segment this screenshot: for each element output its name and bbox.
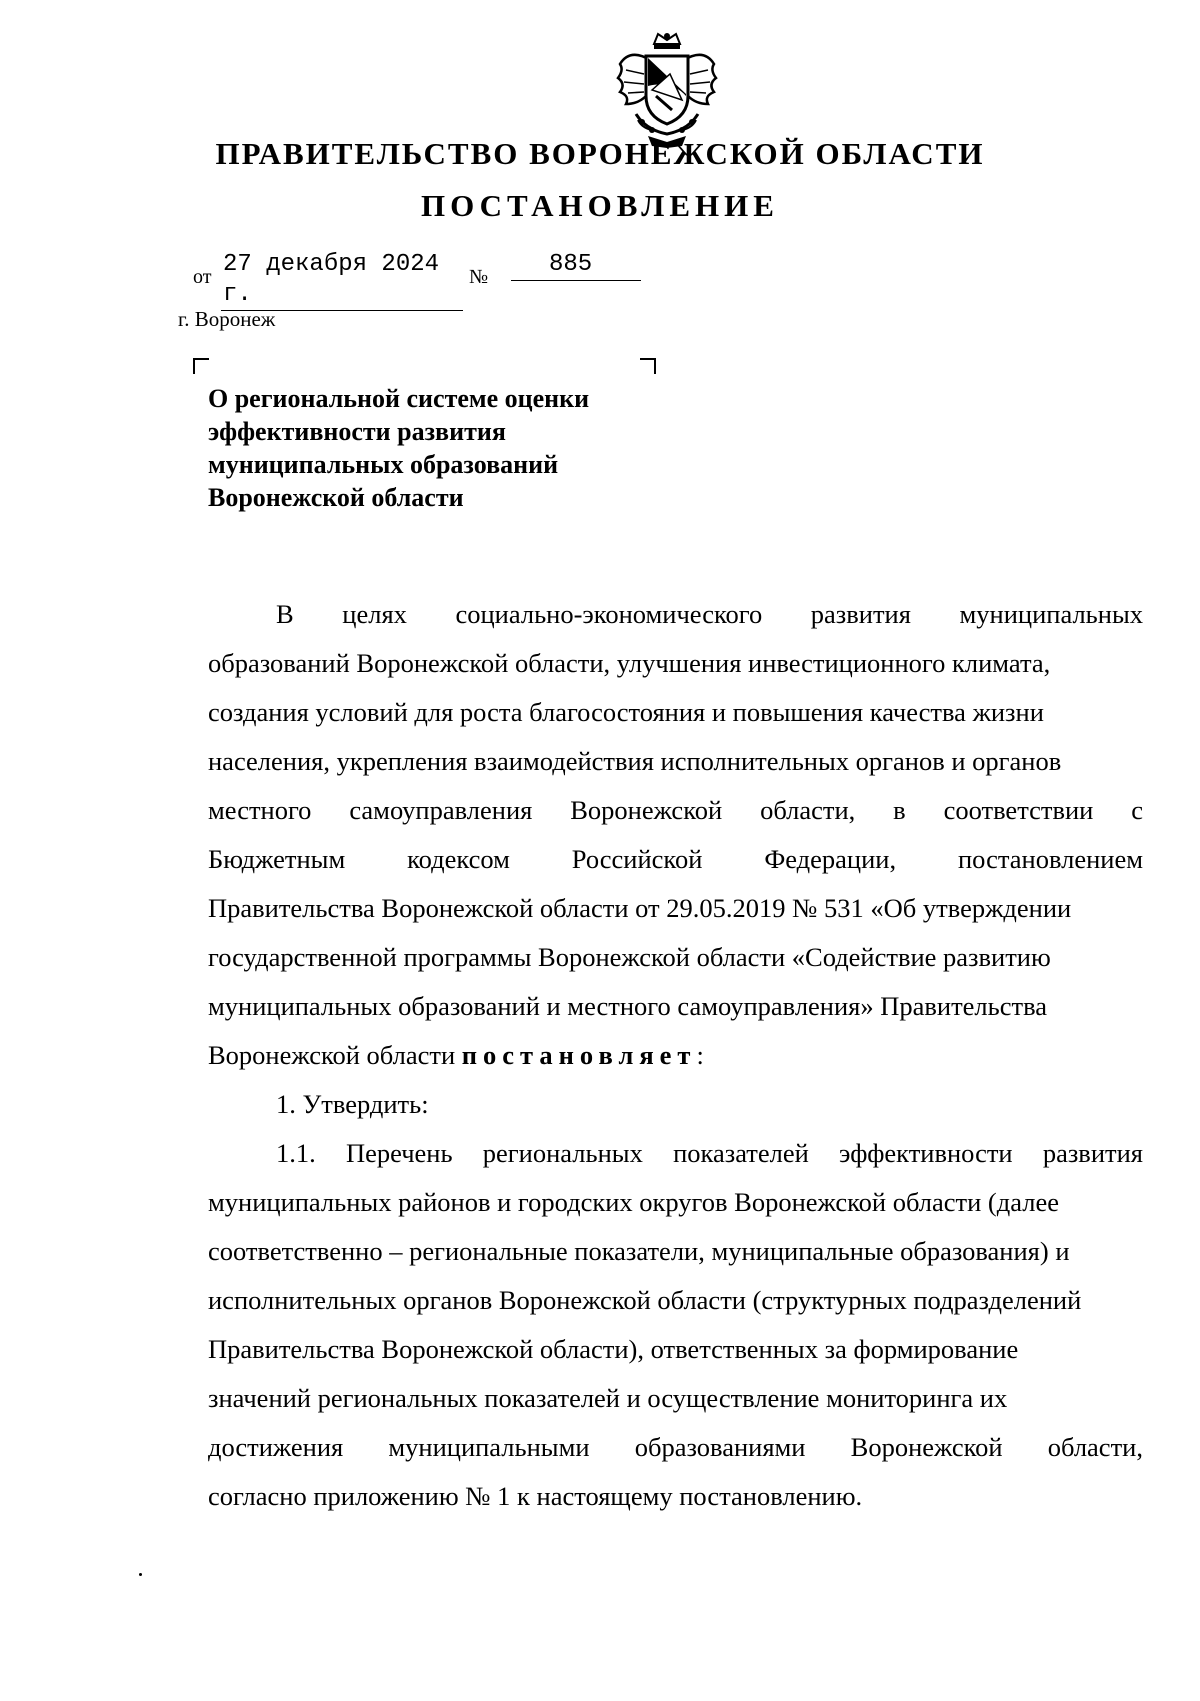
body-word: согласно приложению № 1 к настоящему постановлению.: [208, 1481, 863, 1511]
body-line: [208, 1178, 1143, 1227]
item-1-1: [208, 1129, 1143, 1521]
body-word: с: [1131, 795, 1143, 825]
body-word: муниципальных образований и местного самоуправления» Правительства: [208, 991, 1047, 1021]
body-word: муниципальными: [388, 1432, 590, 1462]
body-word: соответствии: [943, 795, 1094, 825]
body-word: целях: [342, 599, 407, 629]
body-word: В: [276, 599, 294, 629]
body-word: создания условий для роста благосостояния и повышения качества жизни: [208, 697, 1044, 727]
body-word: значений региональных показателей и осуществление мониторинга их: [208, 1383, 1008, 1413]
date-number-line: [193, 250, 663, 308]
body-word: самоуправления: [349, 795, 533, 825]
body-word: образований Воронежской области, улучшения инвестиционного климата,: [208, 648, 1051, 678]
body-line: [208, 982, 1143, 1031]
body-word: Правительства Воронежской области от 29.05.2019 № 531 «Об утверждении: [208, 893, 1072, 923]
body-word: исполнительных органов Воронежской области (структурных подразделений: [208, 1285, 1082, 1315]
body-line: [208, 1325, 1143, 1374]
body-word: соответственно – региональные показатели, муниципальные образования) и: [208, 1236, 1070, 1266]
body-line: [208, 590, 1143, 639]
body-word: государственной программы Воронежской области «Содействие развитию: [208, 942, 1051, 972]
body-word: социально-экономического: [455, 599, 763, 629]
body-line: [208, 933, 1143, 982]
body-word: Бюджетным: [208, 844, 346, 874]
body-word: показателей: [673, 1138, 809, 1168]
body-line: [208, 688, 1143, 737]
body-word: развития: [810, 599, 911, 629]
bracket-corner-left: [193, 358, 209, 374]
body-word: Правительства Воронежской области), ответственных за формирование: [208, 1334, 1019, 1364]
body-line: [208, 737, 1143, 786]
city: г. Воронеж: [178, 307, 276, 331]
body-word: постановлением: [958, 844, 1143, 874]
document-date: 27 декабря 2024 г.: [221, 250, 463, 311]
body-line: [208, 639, 1143, 688]
body-word: развития: [1042, 1138, 1143, 1168]
body-word: кодексом: [407, 844, 510, 874]
body-line: [208, 884, 1143, 933]
body-word: 1.1.: [276, 1138, 316, 1168]
decree-line-end: :: [696, 1040, 704, 1070]
body-line: [208, 1276, 1143, 1325]
decree-line-start: Воронежской области: [208, 1040, 462, 1070]
body-word: местного: [208, 795, 312, 825]
body-word: муниципальных районов и городских округов Воронежской области (далее: [208, 1187, 1059, 1217]
subject-line: О региональной системе оценки: [208, 384, 590, 413]
subject-line: Воронежской области: [208, 483, 464, 512]
scan-speck: [139, 1573, 142, 1576]
decree-line: [208, 1031, 1143, 1080]
body-line: [208, 1472, 1143, 1521]
body-word: населения, укрепления взаимодействия исполнительных органов и органов: [208, 746, 1062, 776]
body-word: образованиями: [634, 1432, 806, 1462]
document-subject: [208, 382, 668, 514]
body-word: региональных: [482, 1138, 643, 1168]
document-body: [208, 590, 1143, 1521]
body-line: [208, 1129, 1143, 1178]
body-line: [208, 1374, 1143, 1423]
body-word: Перечень: [345, 1138, 453, 1168]
date-prefix: от: [193, 266, 212, 288]
item-1: 1. Утвердить:: [276, 1089, 429, 1119]
body-line: [208, 1423, 1143, 1472]
government-title: ПРАВИТЕЛЬСТВО ВОРОНЕЖСКОЙ ОБЛАСТИ: [215, 136, 985, 171]
body-word: Воронежской: [850, 1432, 1003, 1462]
body-line: [208, 835, 1143, 884]
bracket-corner-right: [640, 358, 656, 374]
subject-line: эффективности развития: [208, 417, 506, 446]
subject-line: муниципальных образований: [208, 450, 559, 479]
document-type: ПОСТАНОВЛЕНИЕ: [421, 188, 779, 223]
preamble-paragraph: [208, 590, 1143, 1031]
body-word: достижения: [208, 1432, 344, 1462]
decree-word: постановляет: [461, 1040, 697, 1070]
body-word: эффективности: [839, 1138, 1013, 1168]
body-word: Воронежской: [570, 795, 723, 825]
body-word: в: [893, 795, 906, 825]
document-number: 885: [511, 250, 641, 281]
body-line: [208, 786, 1143, 835]
body-word: Федерации,: [764, 844, 897, 874]
body-word: Российской: [571, 844, 703, 874]
coat-of-arms-icon: [612, 30, 722, 152]
number-sign: №: [469, 266, 489, 288]
body-word: муниципальных: [959, 599, 1143, 629]
body-word: области,: [1047, 1432, 1143, 1462]
body-line: [208, 1227, 1143, 1276]
body-word: области,: [760, 795, 856, 825]
